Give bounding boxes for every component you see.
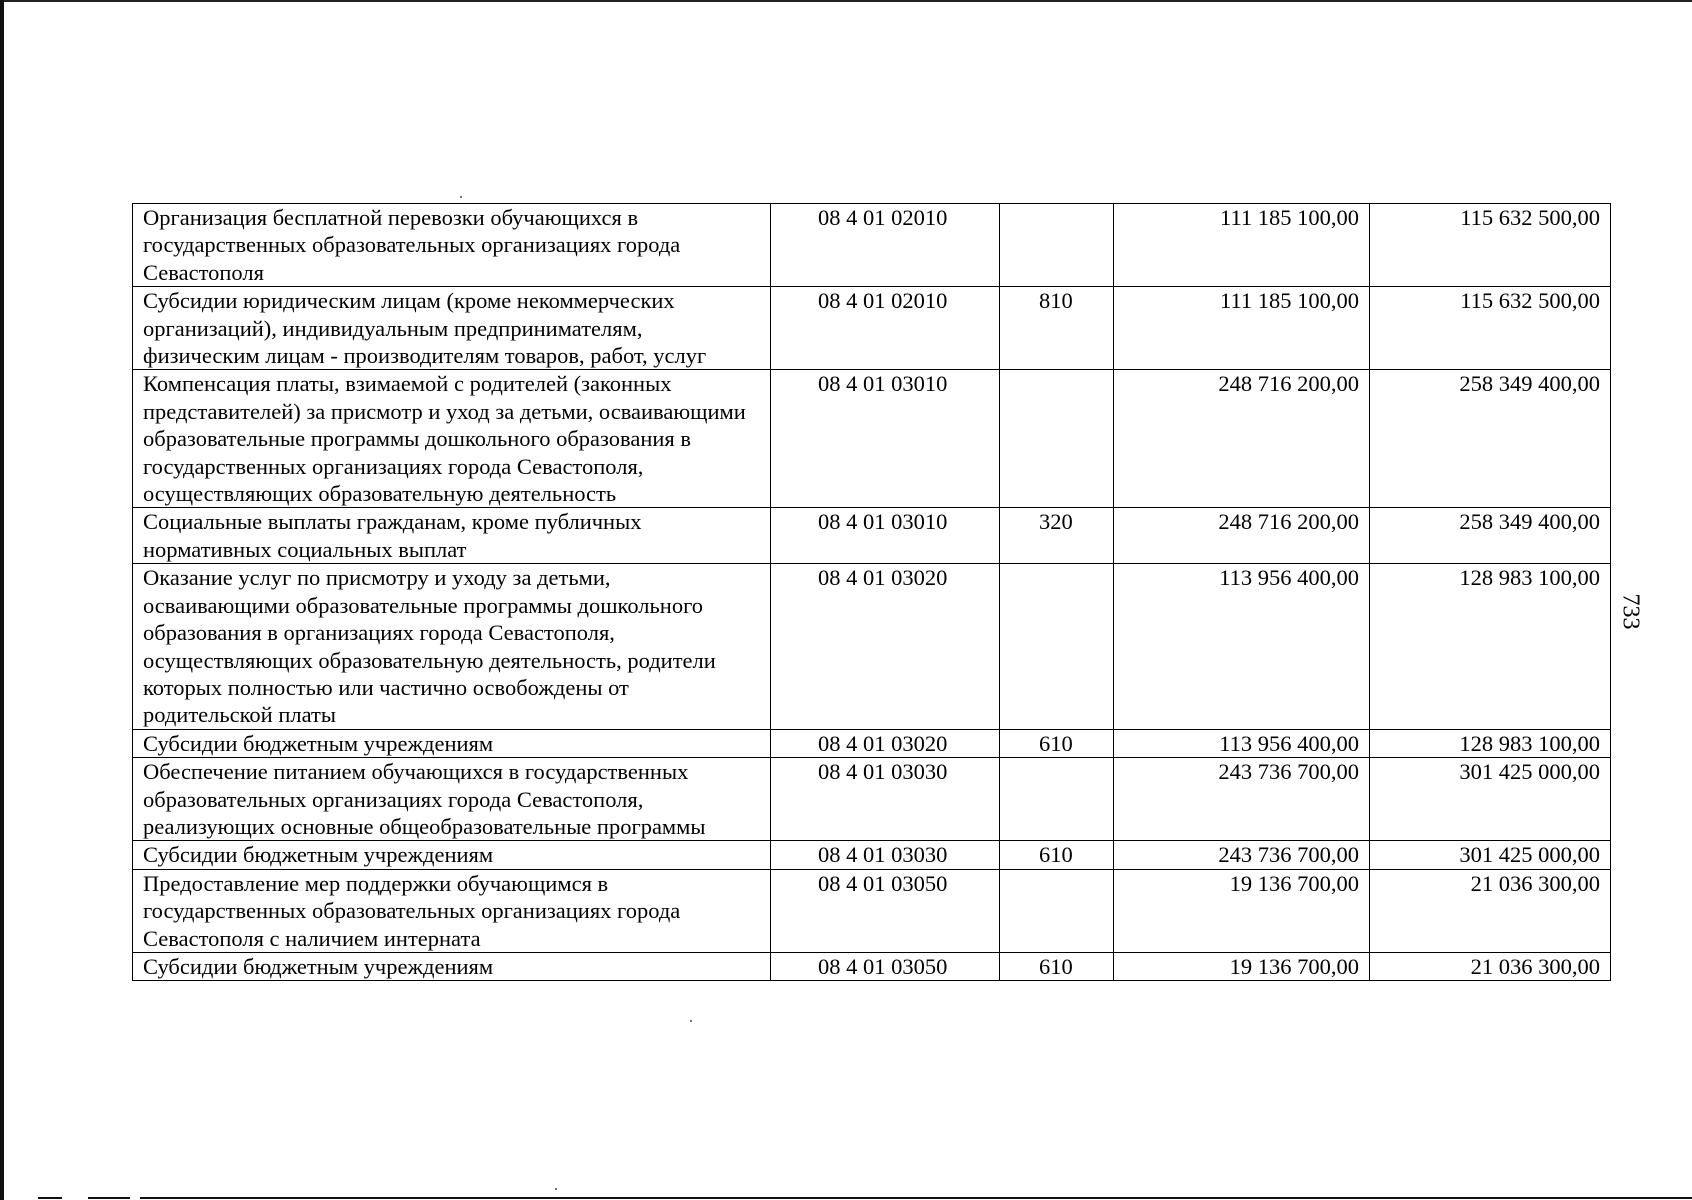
target-code-cell: 08 4 01 02010 <box>771 204 1000 287</box>
amount-1-cell: 19 136 700,00 <box>1114 952 1370 980</box>
table-row <box>133 204 1611 287</box>
amount-1-cell: 113 956 400,00 <box>1114 564 1370 729</box>
expense-type-cell <box>1000 564 1114 729</box>
expense-name-cell: Оказание услуг по присмотру и уходу за детьми, осваивающими образовательные программы дошкольного образования в организациях города Севастополя, осуществляющих образовательную деятельность, родители которых полностью или частично освобождены от родительской платы <box>133 564 771 729</box>
target-code-cell: 08 4 01 03050 <box>771 952 1000 980</box>
expense-type-cell <box>1000 370 1114 508</box>
target-code-cell: 08 4 01 03020 <box>771 564 1000 729</box>
expense-type-cell <box>1000 758 1114 841</box>
target-code-cell: 08 4 01 03010 <box>771 508 1000 564</box>
expense-name-cell: Социальные выплаты гражданам, кроме публичных нормативных социальных выплат <box>133 508 771 564</box>
amount-2-cell: 301 425 000,00 <box>1370 841 1611 869</box>
amount-2-cell: 21 036 300,00 <box>1370 952 1611 980</box>
amount-2-cell: 115 632 500,00 <box>1370 287 1611 370</box>
expense-name-cell: Обеспечение питанием обучающихся в государственных образовательных организациях города Севастополя, реализующих основные общеобразовательные программы <box>133 758 771 841</box>
amount-1-cell: 111 185 100,00 <box>1114 204 1370 287</box>
target-code-cell: 08 4 01 03010 <box>771 370 1000 508</box>
amount-2-cell: 115 632 500,00 <box>1370 204 1611 287</box>
expense-type-cell: 810 <box>1000 287 1114 370</box>
scan-speck <box>555 1188 557 1190</box>
target-code-cell: 08 4 01 03030 <box>771 841 1000 869</box>
expense-name-cell: Субсидии бюджетным учреждениям <box>133 841 771 869</box>
expense-name-cell: Субсидии бюджетным учреждениям <box>133 729 771 757</box>
expense-name-cell: Организация бесплатной перевозки обучающихся в государственных образовательных организациях города Севастополя <box>133 204 771 287</box>
table-row <box>133 287 1611 370</box>
table-row <box>133 869 1611 952</box>
scan-speck <box>690 1020 692 1022</box>
expense-name-cell: Предоставление мер поддержки обучающимся в государственных образовательных организациях города Севастополя с наличием интерната <box>133 869 771 952</box>
expense-type-cell: 610 <box>1000 729 1114 757</box>
expense-name-cell: Субсидии бюджетным учреждениям <box>133 952 771 980</box>
budget-table <box>132 203 1611 981</box>
amount-1-cell: 19 136 700,00 <box>1114 869 1370 952</box>
expense-name-cell: Компенсация платы, взимаемой с родителей (законных представителей) за присмотр и уход за детьми, осваивающими образовательные программы дошкольного образования в государственных организациях города Севастополя, осуществляющих образовательную деятельность <box>133 370 771 508</box>
page-number: 733 <box>1617 593 1644 630</box>
amount-2-cell: 128 983 100,00 <box>1370 729 1611 757</box>
amount-1-cell: 111 185 100,00 <box>1114 287 1370 370</box>
amount-1-cell: 248 716 200,00 <box>1114 370 1370 508</box>
table-row <box>133 841 1611 869</box>
expense-type-cell <box>1000 869 1114 952</box>
table-row <box>133 370 1611 508</box>
amount-1-cell: 243 736 700,00 <box>1114 841 1370 869</box>
expense-name-cell: Субсидии юридическим лицам (кроме некоммерческих организаций), индивидуальным предпринимателям, физическим лицам - производителям товаров, работ, услуг <box>133 287 771 370</box>
table-row <box>133 952 1611 980</box>
target-code-cell: 08 4 01 02010 <box>771 287 1000 370</box>
expense-type-cell: 320 <box>1000 508 1114 564</box>
scan-speck <box>460 196 462 198</box>
amount-1-cell: 248 716 200,00 <box>1114 508 1370 564</box>
expense-type-cell: 610 <box>1000 841 1114 869</box>
scan-bottom-mark <box>38 1197 62 1199</box>
amount-2-cell: 258 349 400,00 <box>1370 508 1611 564</box>
amount-2-cell: 21 036 300,00 <box>1370 869 1611 952</box>
expense-type-cell: 610 <box>1000 952 1114 980</box>
target-code-cell: 08 4 01 03030 <box>771 758 1000 841</box>
amount-1-cell: 113 956 400,00 <box>1114 729 1370 757</box>
scan-bottom-mark <box>88 1197 130 1199</box>
scan-top-edge <box>0 0 1692 2</box>
scan-bottom-line <box>140 1197 1692 1199</box>
amount-2-cell: 258 349 400,00 <box>1370 370 1611 508</box>
table-row <box>133 564 1611 729</box>
amount-1-cell: 243 736 700,00 <box>1114 758 1370 841</box>
target-code-cell: 08 4 01 03050 <box>771 869 1000 952</box>
table-row <box>133 758 1611 841</box>
amount-2-cell: 128 983 100,00 <box>1370 564 1611 729</box>
table-row <box>133 729 1611 757</box>
scan-left-edge <box>0 0 4 1200</box>
target-code-cell: 08 4 01 03020 <box>771 729 1000 757</box>
amount-2-cell: 301 425 000,00 <box>1370 758 1611 841</box>
expense-type-cell <box>1000 204 1114 287</box>
table-row <box>133 508 1611 564</box>
